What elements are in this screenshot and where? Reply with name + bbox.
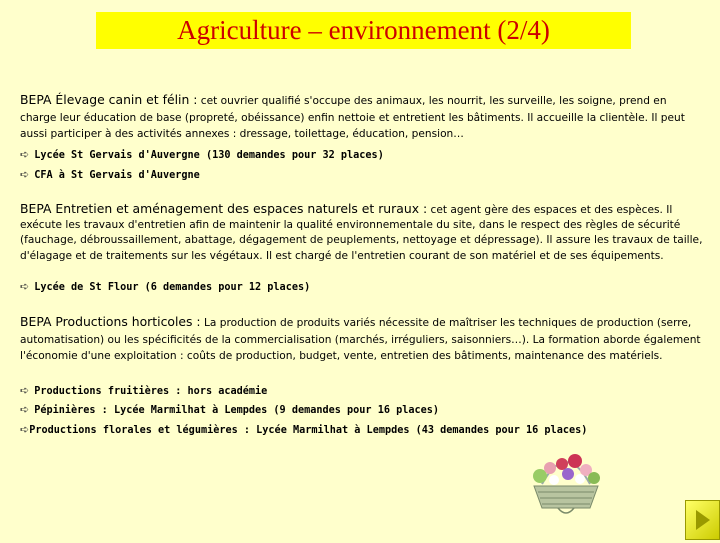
section-text: cet ouvrier qualifié s'occupe des animaux, les nourrit, les surveille, les soigne, prend en charge leur éducation de base (propreté, obéissance) enfin nettoie et entretient les bâtiments. Il accueille la clientèle. Il peut aussi participer à des activités annexes : dressage, toilettage, éducation, pension… bbox=[20, 95, 685, 140]
arrow-icon: ➪ bbox=[20, 384, 30, 397]
section-elevage bbox=[20, 92, 706, 143]
title-banner bbox=[96, 12, 631, 49]
section-text: cet agent gère des espaces et des espèces. Il exécute les travaux d'entretien afin de maintenir la qualité environnementale du site, dans le respect des règles de sécurité (fauchage, débroussaillement, abattage, dégagement de peuplements, nettoyage et dépressage). Il assure les travaux de taille, d'élagage et de traitements sur les végétaux. Il est chargé de l'entretien courant de son matériel et de ses équipements. bbox=[20, 204, 703, 262]
school-item: ➪ Productions fruitières : hors académie bbox=[20, 384, 268, 397]
arrow-icon: ➪ bbox=[20, 168, 30, 181]
arrow-icon: ➪ bbox=[20, 423, 30, 436]
arrow-icon: ➪ bbox=[20, 148, 30, 161]
school-item: ➪ Lycée de St Flour (6 demandes pour 12 places) bbox=[20, 280, 311, 293]
page-title: Agriculture – environnement (2/4) bbox=[177, 15, 550, 45]
arrow-icon: ➪ bbox=[20, 280, 30, 293]
section-heading: BEPA Entretien et aménagement des espaces naturels et ruraux : bbox=[20, 201, 428, 216]
school-item: ➪ Lycée St Gervais d'Auvergne (130 demandes pour 32 places) bbox=[20, 148, 384, 161]
arrow-icon: ➪ bbox=[20, 403, 30, 416]
flower-basket-icon bbox=[520, 446, 612, 524]
section-heading: BEPA Productions horticoles : bbox=[20, 314, 201, 329]
section-entretien bbox=[20, 201, 706, 264]
school-item: ➪Productions florales et légumières : Lycée Marmilhat à Lempdes (43 demandes pour 16 places) bbox=[20, 423, 588, 436]
school-item: ➪ Pépinières : Lycée Marmilhat à Lempdes (9 demandes pour 16 places) bbox=[20, 403, 440, 416]
section-heading: BEPA Élevage canin et félin : bbox=[20, 92, 198, 107]
school-item: ➪ CFA à St Gervais d'Auvergne bbox=[20, 168, 200, 181]
section-horticoles bbox=[20, 314, 706, 365]
section-text: La production de produits variés nécessite de maîtriser les techniques de production (serre, automatisation) ou les spécificités de la commercialisation (marchés, irréguliers, saisonniers…). La formation aborde également l'économie d'une exploitation : coûts de production, budget, vente, entretien des bâtiments, maintenance des matériels. bbox=[20, 317, 701, 362]
arrow-right-icon bbox=[686, 501, 719, 539]
next-slide-button[interactable] bbox=[685, 500, 720, 540]
